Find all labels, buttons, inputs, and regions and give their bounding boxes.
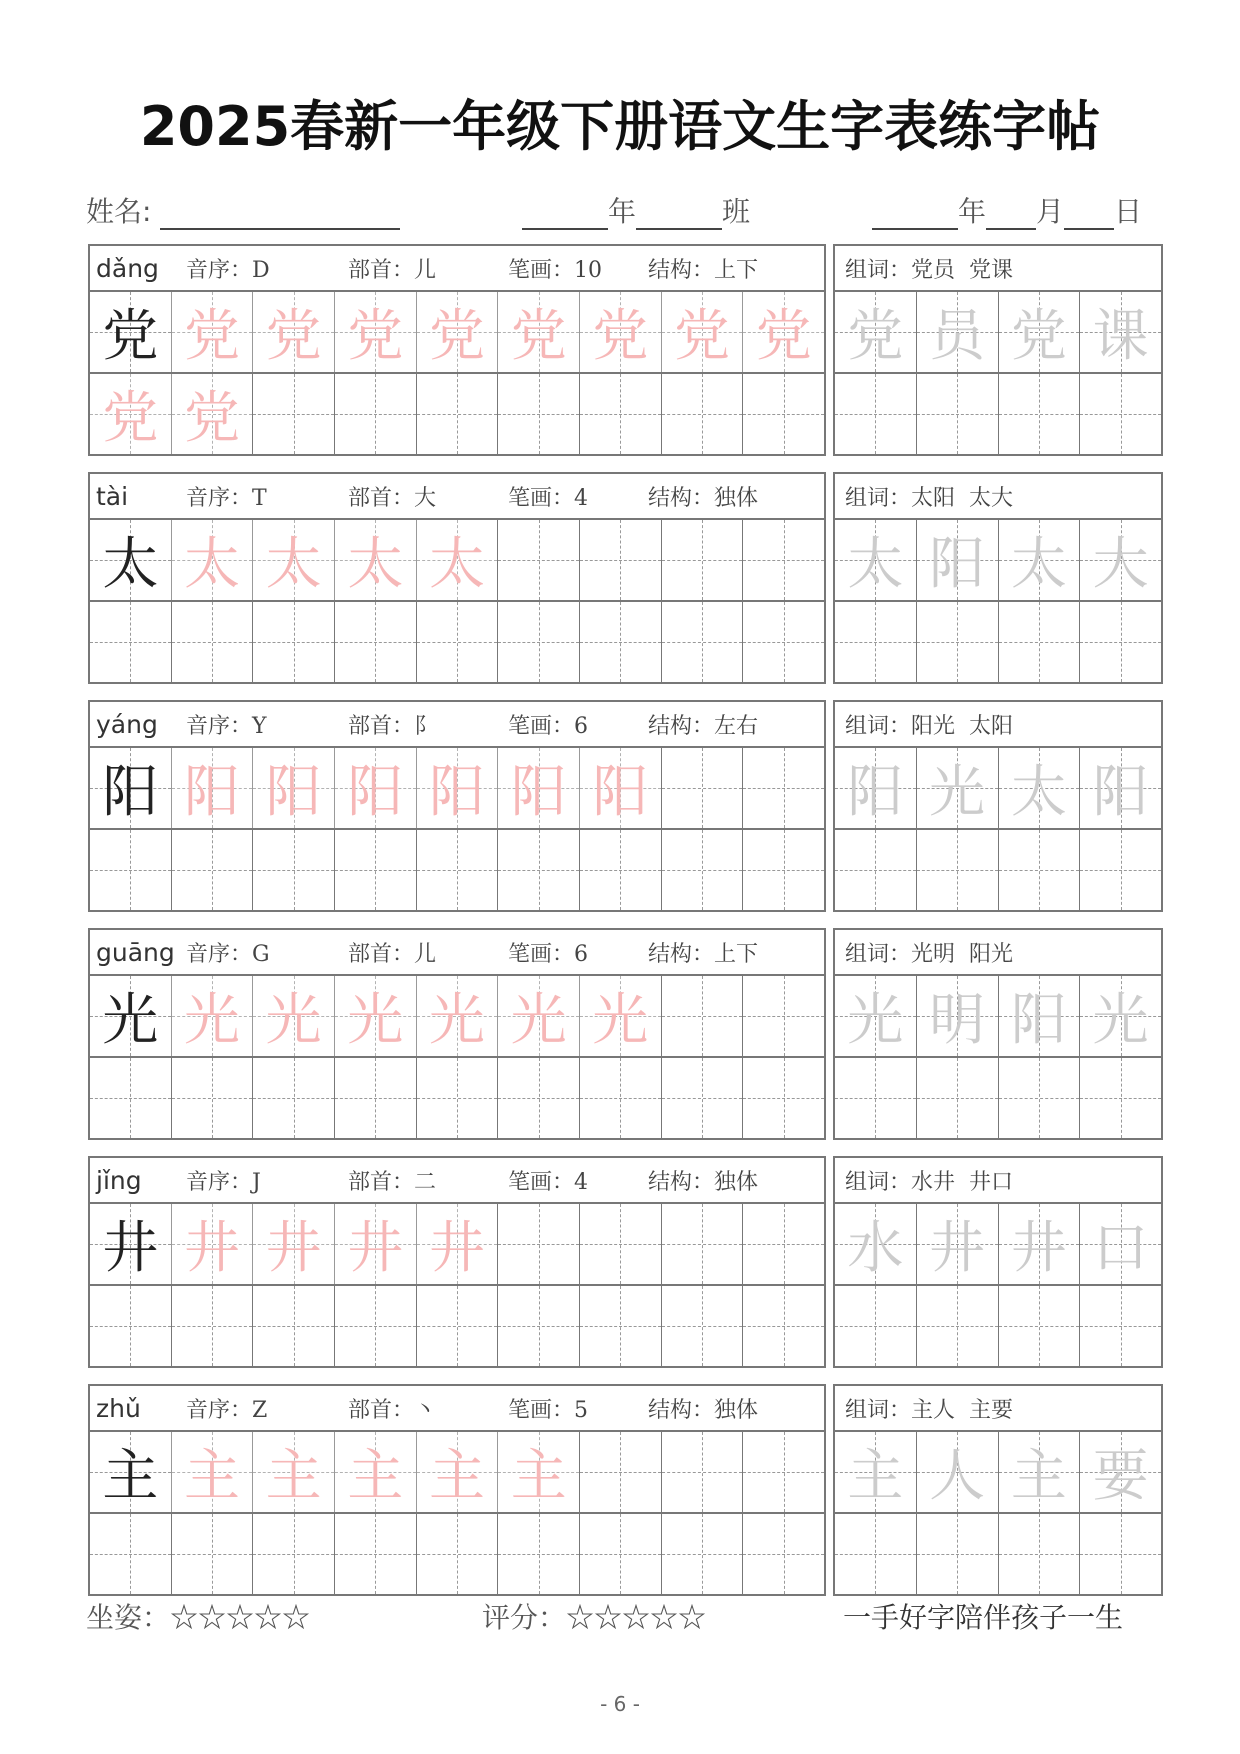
model-character: 井: [90, 1204, 171, 1284]
stroke-step-cell: 阳: [334, 748, 416, 828]
pinyin: tài: [96, 481, 129, 511]
word-grid: [833, 1384, 1163, 1596]
bushou: 部首：二: [348, 1169, 437, 1195]
stroke-step-cell: 党: [334, 292, 416, 372]
stroke-order-grid: [88, 1156, 826, 1368]
trace-cell[interactable]: 员: [916, 292, 998, 372]
stroke-step-cell: 党: [742, 292, 824, 372]
practice-cell[interactable]: [497, 602, 579, 682]
jiegou: 结构：独体: [648, 1169, 759, 1195]
practice-cell[interactable]: [835, 1286, 916, 1366]
bihua: 笔画：4: [508, 1169, 589, 1195]
stroke-step-cell: 主: [334, 1432, 416, 1512]
trace-cell[interactable]: 口: [1079, 1204, 1161, 1284]
stroke-step-cell: 太: [416, 520, 498, 600]
practice-cell[interactable]: [835, 1514, 916, 1594]
practice-cell[interactable]: [661, 1432, 743, 1512]
stroke-order-grid: [88, 472, 826, 684]
trace-cell[interactable]: 主: [998, 1432, 1080, 1512]
stroke-step-cell: 阳: [252, 748, 334, 828]
stroke-step-cell: 阳: [171, 748, 253, 828]
stroke-step-cell: 主: [497, 1432, 579, 1512]
practice-cell[interactable]: [334, 1514, 416, 1594]
practice-cell[interactable]: [742, 1204, 824, 1284]
practice-cell[interactable]: [835, 830, 916, 910]
practice-cell[interactable]: [742, 830, 824, 910]
practice-cell[interactable]: [171, 1058, 253, 1138]
practice-cell[interactable]: [835, 374, 916, 454]
stroke-step-cell: 党: [90, 374, 171, 454]
practice-cell[interactable]: [661, 1204, 743, 1284]
stroke-step-cell: 阳: [579, 748, 661, 828]
month-label: 月: [1036, 195, 1065, 228]
jiegou: 结构：上下: [648, 257, 759, 283]
practice-cell[interactable]: [579, 1514, 661, 1594]
practice-cell[interactable]: [90, 830, 171, 910]
stroke-order-grid: [88, 1384, 826, 1596]
practice-cell[interactable]: [916, 1514, 998, 1594]
stroke-step-cell: 主: [416, 1432, 498, 1512]
practice-cell[interactable]: [661, 1286, 743, 1366]
zuci-label: 组词：: [845, 485, 912, 511]
page-title: 2025春新一年级下册语文生字表练字帖: [139, 95, 1101, 158]
practice-cell[interactable]: [252, 374, 334, 454]
practice-cell[interactable]: [742, 1058, 824, 1138]
jiegou: 结构：左右: [648, 713, 759, 739]
words: 光明 阳光: [911, 941, 1014, 967]
bushou: 部首：阝: [348, 713, 437, 739]
zuci-label: 组词：: [845, 941, 912, 967]
yinxu: 音序：Y: [186, 713, 267, 739]
bushou: 部首：丶: [348, 1397, 437, 1423]
model-character: 阳: [90, 748, 171, 828]
practice-cell[interactable]: [334, 602, 416, 682]
stroke-step-cell: 党: [497, 292, 579, 372]
class-label: 班: [722, 195, 751, 228]
practice-cell[interactable]: [661, 830, 743, 910]
trace-cell[interactable]: 光: [835, 976, 916, 1056]
name-field[interactable]: [86, 190, 400, 230]
practice-cell[interactable]: [742, 1514, 824, 1594]
jiegou: 结构：独体: [648, 1397, 759, 1423]
trace-cell[interactable]: 光: [1079, 976, 1161, 1056]
practice-cell[interactable]: [90, 1286, 171, 1366]
practice-cell[interactable]: [416, 374, 498, 454]
yinxu: 音序：T: [186, 485, 267, 511]
trace-cell[interactable]: 要: [1079, 1432, 1161, 1512]
stroke-step-cell: 光: [416, 976, 498, 1056]
practice-cell[interactable]: [416, 1514, 498, 1594]
yinxu: 音序：Z: [186, 1397, 268, 1423]
practice-cell[interactable]: [497, 830, 579, 910]
practice-cell[interactable]: [916, 830, 998, 910]
practice-cell[interactable]: [416, 602, 498, 682]
name-label: 姓名:: [86, 195, 152, 228]
zuci-label: 组词：: [845, 1169, 912, 1195]
words: 水井 井口: [911, 1169, 1014, 1195]
practice-cell[interactable]: [416, 1286, 498, 1366]
day-label: 日: [1114, 195, 1143, 228]
pinyin: jǐng: [96, 1165, 142, 1195]
trace-cell[interactable]: 阳: [1079, 748, 1161, 828]
stroke-step-cell: 井: [252, 1204, 334, 1284]
trace-cell[interactable]: 太: [998, 748, 1080, 828]
practice-cell[interactable]: [998, 1286, 1080, 1366]
yinxu: 音序：D: [186, 257, 270, 283]
practice-cell[interactable]: [252, 1058, 334, 1138]
word-grid: [833, 244, 1163, 456]
stroke-step-cell: 党: [416, 292, 498, 372]
stroke-order-grid: [88, 244, 826, 456]
stroke-step-cell: 党: [171, 292, 253, 372]
word-grid: [833, 700, 1163, 912]
practice-cell[interactable]: [998, 830, 1080, 910]
model-character: 党: [90, 292, 171, 372]
stroke-step-cell: 党: [579, 292, 661, 372]
practice-cell[interactable]: [742, 1286, 824, 1366]
stroke-step-cell: 主: [171, 1432, 253, 1512]
practice-cell[interactable]: [497, 520, 579, 600]
jiegou: 结构：独体: [648, 485, 759, 511]
bihua: 笔画：6: [508, 941, 589, 967]
practice-cell[interactable]: [1079, 1058, 1161, 1138]
pinyin: dǎng: [96, 253, 159, 283]
model-character: 主: [90, 1432, 171, 1512]
practice-cell[interactable]: [171, 830, 253, 910]
zuci-label: 组词：: [845, 713, 912, 739]
practice-cell[interactable]: [1079, 1514, 1161, 1594]
zuci-label: 组词：: [845, 1397, 912, 1423]
stroke-step-cell: 井: [416, 1204, 498, 1284]
words: 主人 主要: [911, 1397, 1014, 1423]
stroke-step-cell: 光: [252, 976, 334, 1056]
practice-cell[interactable]: [998, 1514, 1080, 1594]
practice-cell[interactable]: [334, 830, 416, 910]
word-grid: [833, 472, 1163, 684]
practice-cell[interactable]: [334, 1286, 416, 1366]
practice-cell[interactable]: [252, 602, 334, 682]
practice-cell[interactable]: [742, 520, 824, 600]
practice-cell[interactable]: [90, 1514, 171, 1594]
practice-cell[interactable]: [334, 1058, 416, 1138]
bihua: 笔画：6: [508, 713, 589, 739]
stroke-order-grid: [88, 928, 826, 1140]
stroke-step-cell: 党: [171, 374, 253, 454]
practice-cell[interactable]: [579, 374, 661, 454]
motto: 一手好字陪伴孩子一生: [843, 1601, 1124, 1634]
bihua: 笔画：5: [508, 1397, 589, 1423]
practice-cell[interactable]: [661, 602, 743, 682]
practice-cell[interactable]: [416, 1058, 498, 1138]
page-number: - 6 -: [600, 1692, 640, 1716]
practice-cell[interactable]: [742, 602, 824, 682]
practice-cell[interactable]: [661, 976, 743, 1056]
practice-cell[interactable]: [579, 520, 661, 600]
trace-cell[interactable]: 水: [835, 1204, 916, 1284]
practice-cell[interactable]: [579, 602, 661, 682]
practice-cell[interactable]: [998, 374, 1080, 454]
practice-cell[interactable]: [835, 602, 916, 682]
stroke-step-cell: 井: [171, 1204, 253, 1284]
stroke-step-cell: 党: [661, 292, 743, 372]
trace-cell[interactable]: 阳: [916, 520, 998, 600]
practice-cell[interactable]: [742, 748, 824, 828]
stroke-step-cell: 太: [252, 520, 334, 600]
practice-cell[interactable]: [579, 1204, 661, 1284]
practice-cell[interactable]: [579, 830, 661, 910]
stroke-step-cell: 阳: [497, 748, 579, 828]
practice-cell[interactable]: [998, 1058, 1080, 1138]
trace-cell[interactable]: 井: [998, 1204, 1080, 1284]
stroke-step-cell: 光: [171, 976, 253, 1056]
trace-cell[interactable]: 阳: [835, 748, 916, 828]
date-field[interactable]: [872, 190, 1142, 230]
trace-cell[interactable]: 人: [916, 1432, 998, 1512]
pinyin: yáng: [96, 709, 158, 739]
stroke-step-cell: 太: [171, 520, 253, 600]
practice-cell[interactable]: [835, 1058, 916, 1138]
practice-cell[interactable]: [661, 1058, 743, 1138]
practice-cell[interactable]: [171, 1286, 253, 1366]
practice-cell[interactable]: [742, 1432, 824, 1512]
trace-cell[interactable]: 井: [916, 1204, 998, 1284]
stroke-step-cell: 太: [334, 520, 416, 600]
bihua: 笔画：4: [508, 485, 589, 511]
bushou: 部首：儿: [348, 257, 437, 283]
model-character: 太: [90, 520, 171, 600]
word-grid: [833, 1156, 1163, 1368]
stroke-step-cell: 光: [334, 976, 416, 1056]
practice-cell[interactable]: [252, 830, 334, 910]
trace-cell[interactable]: 明: [916, 976, 998, 1056]
stroke-step-cell: 主: [252, 1432, 334, 1512]
practice-cell[interactable]: [497, 1286, 579, 1366]
practice-cell[interactable]: [1079, 1286, 1161, 1366]
practice-cell[interactable]: [497, 1204, 579, 1284]
practice-cell[interactable]: [171, 1514, 253, 1594]
zuci-label: 组词：: [845, 257, 912, 283]
trace-cell[interactable]: 太: [835, 520, 916, 600]
model-character: 光: [90, 976, 171, 1056]
stroke-step-cell: 井: [334, 1204, 416, 1284]
bushou: 部首：儿: [348, 941, 437, 967]
stroke-step-cell: 光: [497, 976, 579, 1056]
grade-label: 年: [608, 195, 637, 228]
practice-cell[interactable]: [334, 374, 416, 454]
practice-cell[interactable]: [1079, 602, 1161, 682]
trace-cell[interactable]: 主: [835, 1432, 916, 1512]
pinyin: zhǔ: [96, 1393, 141, 1423]
stroke-step-cell: 阳: [416, 748, 498, 828]
practice-cell[interactable]: [1079, 374, 1161, 454]
stroke-order-grid: [88, 700, 826, 912]
practice-cell[interactable]: [661, 374, 743, 454]
practice-cell[interactable]: [916, 1058, 998, 1138]
practice-cell[interactable]: [579, 1432, 661, 1512]
practice-cell[interactable]: [252, 1286, 334, 1366]
bushou: 部首：大: [348, 485, 437, 511]
words: 太阳 太大: [911, 485, 1014, 511]
practice-cell[interactable]: [661, 1514, 743, 1594]
word-grid: [833, 928, 1163, 1140]
practice-cell[interactable]: [916, 374, 998, 454]
practice-cell[interactable]: [171, 602, 253, 682]
practice-cell[interactable]: [579, 1286, 661, 1366]
score-rating: 评分：☆☆☆☆☆: [482, 1601, 707, 1634]
practice-cell[interactable]: [916, 602, 998, 682]
practice-cell[interactable]: [497, 1514, 579, 1594]
stroke-step-cell: 党: [252, 292, 334, 372]
trace-cell[interactable]: 党: [835, 292, 916, 372]
bihua: 笔画：10: [508, 257, 603, 283]
practice-cell[interactable]: [998, 602, 1080, 682]
trace-cell[interactable]: 光: [916, 748, 998, 828]
class-field[interactable]: [522, 190, 750, 230]
practice-cell[interactable]: [90, 1058, 171, 1138]
practice-cell[interactable]: [416, 830, 498, 910]
stroke-step-cell: 光: [579, 976, 661, 1056]
practice-cell[interactable]: [661, 520, 743, 600]
practice-cell[interactable]: [661, 748, 743, 828]
year-label: 年: [958, 195, 987, 228]
trace-cell[interactable]: 党: [998, 292, 1080, 372]
practice-cell[interactable]: [90, 602, 171, 682]
practice-cell[interactable]: [252, 1514, 334, 1594]
practice-cell[interactable]: [497, 374, 579, 454]
yinxu: 音序：J: [186, 1169, 261, 1195]
practice-cell[interactable]: [742, 976, 824, 1056]
practice-cell[interactable]: [742, 374, 824, 454]
trace-cell[interactable]: 大: [1079, 520, 1161, 600]
trace-cell[interactable]: 阳: [998, 976, 1080, 1056]
yinxu: 音序：G: [186, 941, 270, 967]
practice-cell[interactable]: [1079, 830, 1161, 910]
trace-cell[interactable]: 太: [998, 520, 1080, 600]
practice-cell[interactable]: [916, 1286, 998, 1366]
posture-rating: 坐姿：☆☆☆☆☆: [86, 1601, 311, 1634]
jiegou: 结构：上下: [648, 941, 759, 967]
words: 阳光 太阳: [911, 713, 1014, 739]
practice-cell[interactable]: [579, 1058, 661, 1138]
trace-cell[interactable]: 课: [1079, 292, 1161, 372]
practice-cell[interactable]: [497, 1058, 579, 1138]
words: 党员 党课: [911, 257, 1014, 283]
pinyin: guāng: [96, 937, 175, 967]
